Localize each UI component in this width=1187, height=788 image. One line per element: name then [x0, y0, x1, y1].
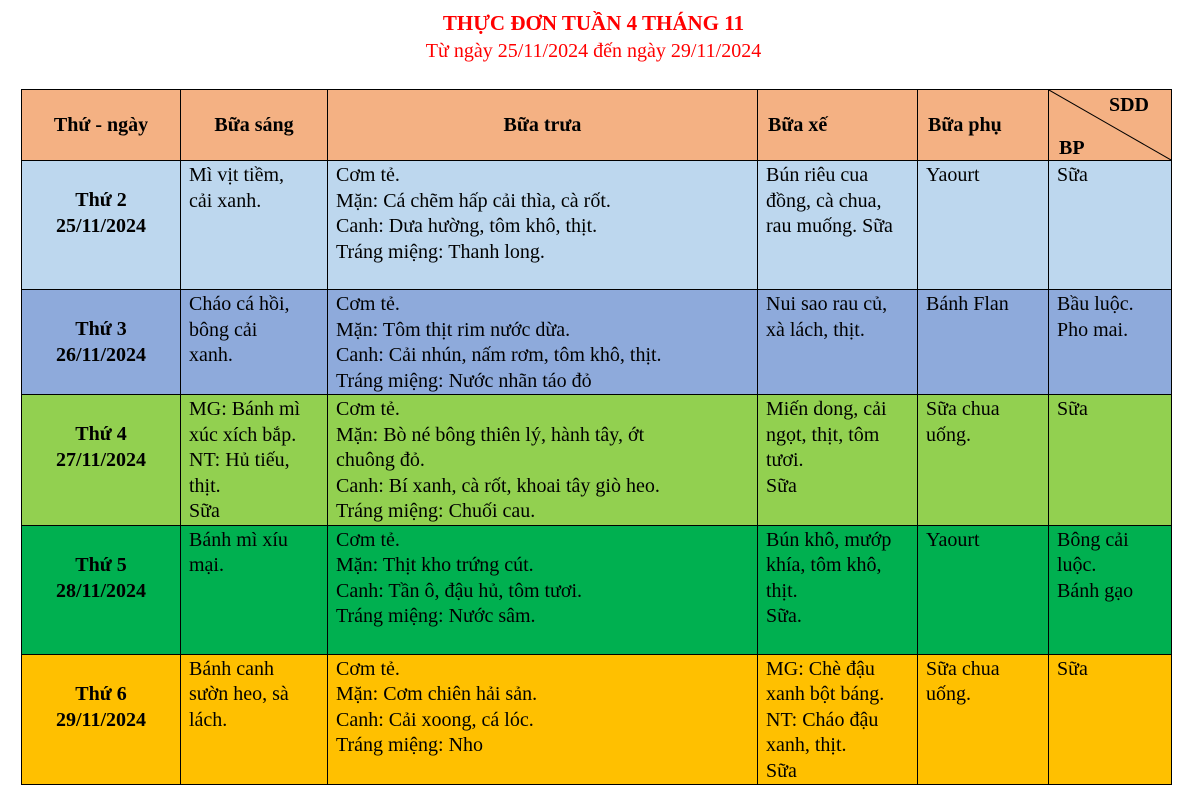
cell-text: Bún khô, mướp khía, tôm khô, thịt. Sữa.: [766, 528, 892, 627]
snack-cell: [918, 525, 1049, 654]
header-snack: [918, 90, 1049, 161]
cell-text: Sữa: [1057, 657, 1088, 680]
day-date: 28/11/2024: [55, 579, 146, 602]
breakfast-cell: [181, 654, 328, 785]
lunch-cell: [328, 395, 758, 526]
afternoon-cell: [758, 654, 918, 785]
cell-text: Bầu luộc. Pho mai.: [1057, 293, 1134, 341]
header-label: Bữa trưa: [503, 114, 582, 136]
header-afternoon: [758, 90, 918, 161]
page-title: THỰC ĐƠN TUẦN 4 THÁNG 11: [442, 11, 745, 35]
day-name: Thứ 5: [75, 553, 127, 576]
cell-text: MG: Chè đậu xanh bột báng. NT: Cháo đậu xanh, thịt. Sữa: [766, 657, 885, 782]
cell-text: Mì vịt tiềm, cải xanh.: [189, 164, 284, 212]
header-lunch: [328, 90, 758, 161]
day-cell: [22, 161, 181, 290]
table-row: [22, 654, 1172, 785]
day-name: Thứ 4: [75, 423, 127, 445]
table-row: [22, 290, 1172, 395]
header-bp-label: BP: [1059, 137, 1085, 159]
afternoon-cell: [758, 525, 918, 654]
breakfast-cell: [181, 395, 328, 526]
day-name: Thứ 3: [75, 318, 127, 340]
breakfast-cell: [181, 525, 328, 654]
breakfast-cell: [181, 290, 328, 395]
header-label: Bữa sáng: [214, 114, 294, 136]
header-label: Bữa xế: [768, 114, 828, 136]
table-row: [22, 525, 1172, 654]
header-label: Thứ - ngày: [53, 114, 149, 136]
cell-text: Yaourt: [926, 164, 980, 186]
afternoon-cell: [758, 395, 918, 526]
header-day: [22, 90, 181, 161]
sdd-bp-cell: [1049, 161, 1172, 290]
lunch-cell: [328, 654, 758, 785]
day-name: Thứ 6: [75, 682, 127, 705]
cell-text: Nui sao rau củ, xà lách, thịt.: [766, 293, 888, 341]
cell-text: Sữa chua uống.: [926, 657, 1000, 705]
cell-text: Cơm tẻ. Mặn: Cơm chiên hải sản. Canh: Cải xoong, cá lóc. Tráng miệng: Nho: [336, 657, 538, 756]
cell-text: Cháo cá hồi, bông cải xanh.: [189, 293, 290, 366]
cell-text: Bánh Flan: [926, 293, 1009, 315]
header-label: Bữa phụ: [928, 114, 1002, 136]
cell-text: Sữa chua uống.: [926, 398, 1000, 446]
day-cell: [22, 395, 181, 526]
cell-text: Bún riêu cua đồng, cà chua, rau muống. Sữa: [766, 164, 893, 237]
table-header-row: [22, 90, 1172, 161]
snack-cell: [918, 290, 1049, 395]
snack-cell: [918, 395, 1049, 526]
cell-text: Cơm tẻ. Mặn: Cá chẽm hấp cải thìa, cà rốt. Canh: Dưa hường, tôm khô, thịt. Tráng miệng: Thanh long.: [336, 164, 611, 263]
lunch-cell: [328, 290, 758, 395]
afternoon-cell: [758, 161, 918, 290]
sdd-bp-cell: [1049, 525, 1172, 654]
page-subtitle: Từ ngày 25/11/2024 đến ngày 29/11/2024: [425, 40, 762, 62]
day-date: 29/11/2024: [55, 708, 146, 731]
snack-cell: [918, 161, 1049, 290]
cell-text: Sữa: [1057, 398, 1088, 420]
day-cell: [22, 290, 181, 395]
cell-text: Cơm tẻ. Mặn: Thịt kho trứng cút. Canh: Tần ô, đậu hủ, tôm tươi. Tráng miệng: Nước sâm.: [336, 528, 583, 627]
cell-text: MG: Bánh mì xúc xích bắp. NT: Hủ tiếu, thịt. Sữa: [189, 398, 301, 522]
breakfast-cell: [181, 161, 328, 290]
header-sdd-bp: [1049, 90, 1172, 161]
day-date: 25/11/2024: [55, 215, 146, 237]
cell-text: Miến dong, cải ngọt, thịt, tôm tươi. Sữa: [766, 398, 887, 497]
sdd-bp-cell: [1049, 290, 1172, 395]
lunch-cell: [328, 161, 758, 290]
weekly-menu-table: [21, 89, 1172, 785]
cell-text: Cơm tẻ. Mặn: Tôm thịt rim nước dừa. Canh: Cải nhún, nấm rơm, tôm khô, thịt. Tráng miệng: Nước nhãn táo đỏ: [336, 293, 662, 392]
sdd-bp-cell: [1049, 395, 1172, 526]
cell-text: Bánh mì xíu mại.: [189, 528, 288, 576]
cell-text: Sữa: [1057, 164, 1088, 186]
snack-cell: [918, 654, 1049, 785]
cell-text: Yaourt: [926, 528, 980, 551]
afternoon-cell: [758, 290, 918, 395]
cell-text: Bông cải luộc. Bánh gạo: [1057, 528, 1134, 602]
lunch-cell: [328, 525, 758, 654]
table-row: [22, 395, 1172, 526]
day-cell: [22, 525, 181, 654]
cell-text: Cơm tẻ. Mặn: Bò né bông thiên lý, hành tây, ớt chuông đỏ. Canh: Bí xanh, cà rốt, khoai tây giò heo. Tráng miệng: Chuối cau.: [336, 398, 660, 522]
table-row: [22, 161, 1172, 290]
header-breakfast: [181, 90, 328, 161]
header-sdd-label: SDD: [1108, 94, 1149, 116]
day-date: 27/11/2024: [55, 449, 146, 471]
day-cell: [22, 654, 181, 785]
sdd-bp-cell: [1049, 654, 1172, 785]
day-name: Thứ 2: [75, 189, 127, 211]
day-date: 26/11/2024: [55, 344, 146, 366]
cell-text: Bánh canh sườn heo, sà lách.: [189, 657, 289, 731]
